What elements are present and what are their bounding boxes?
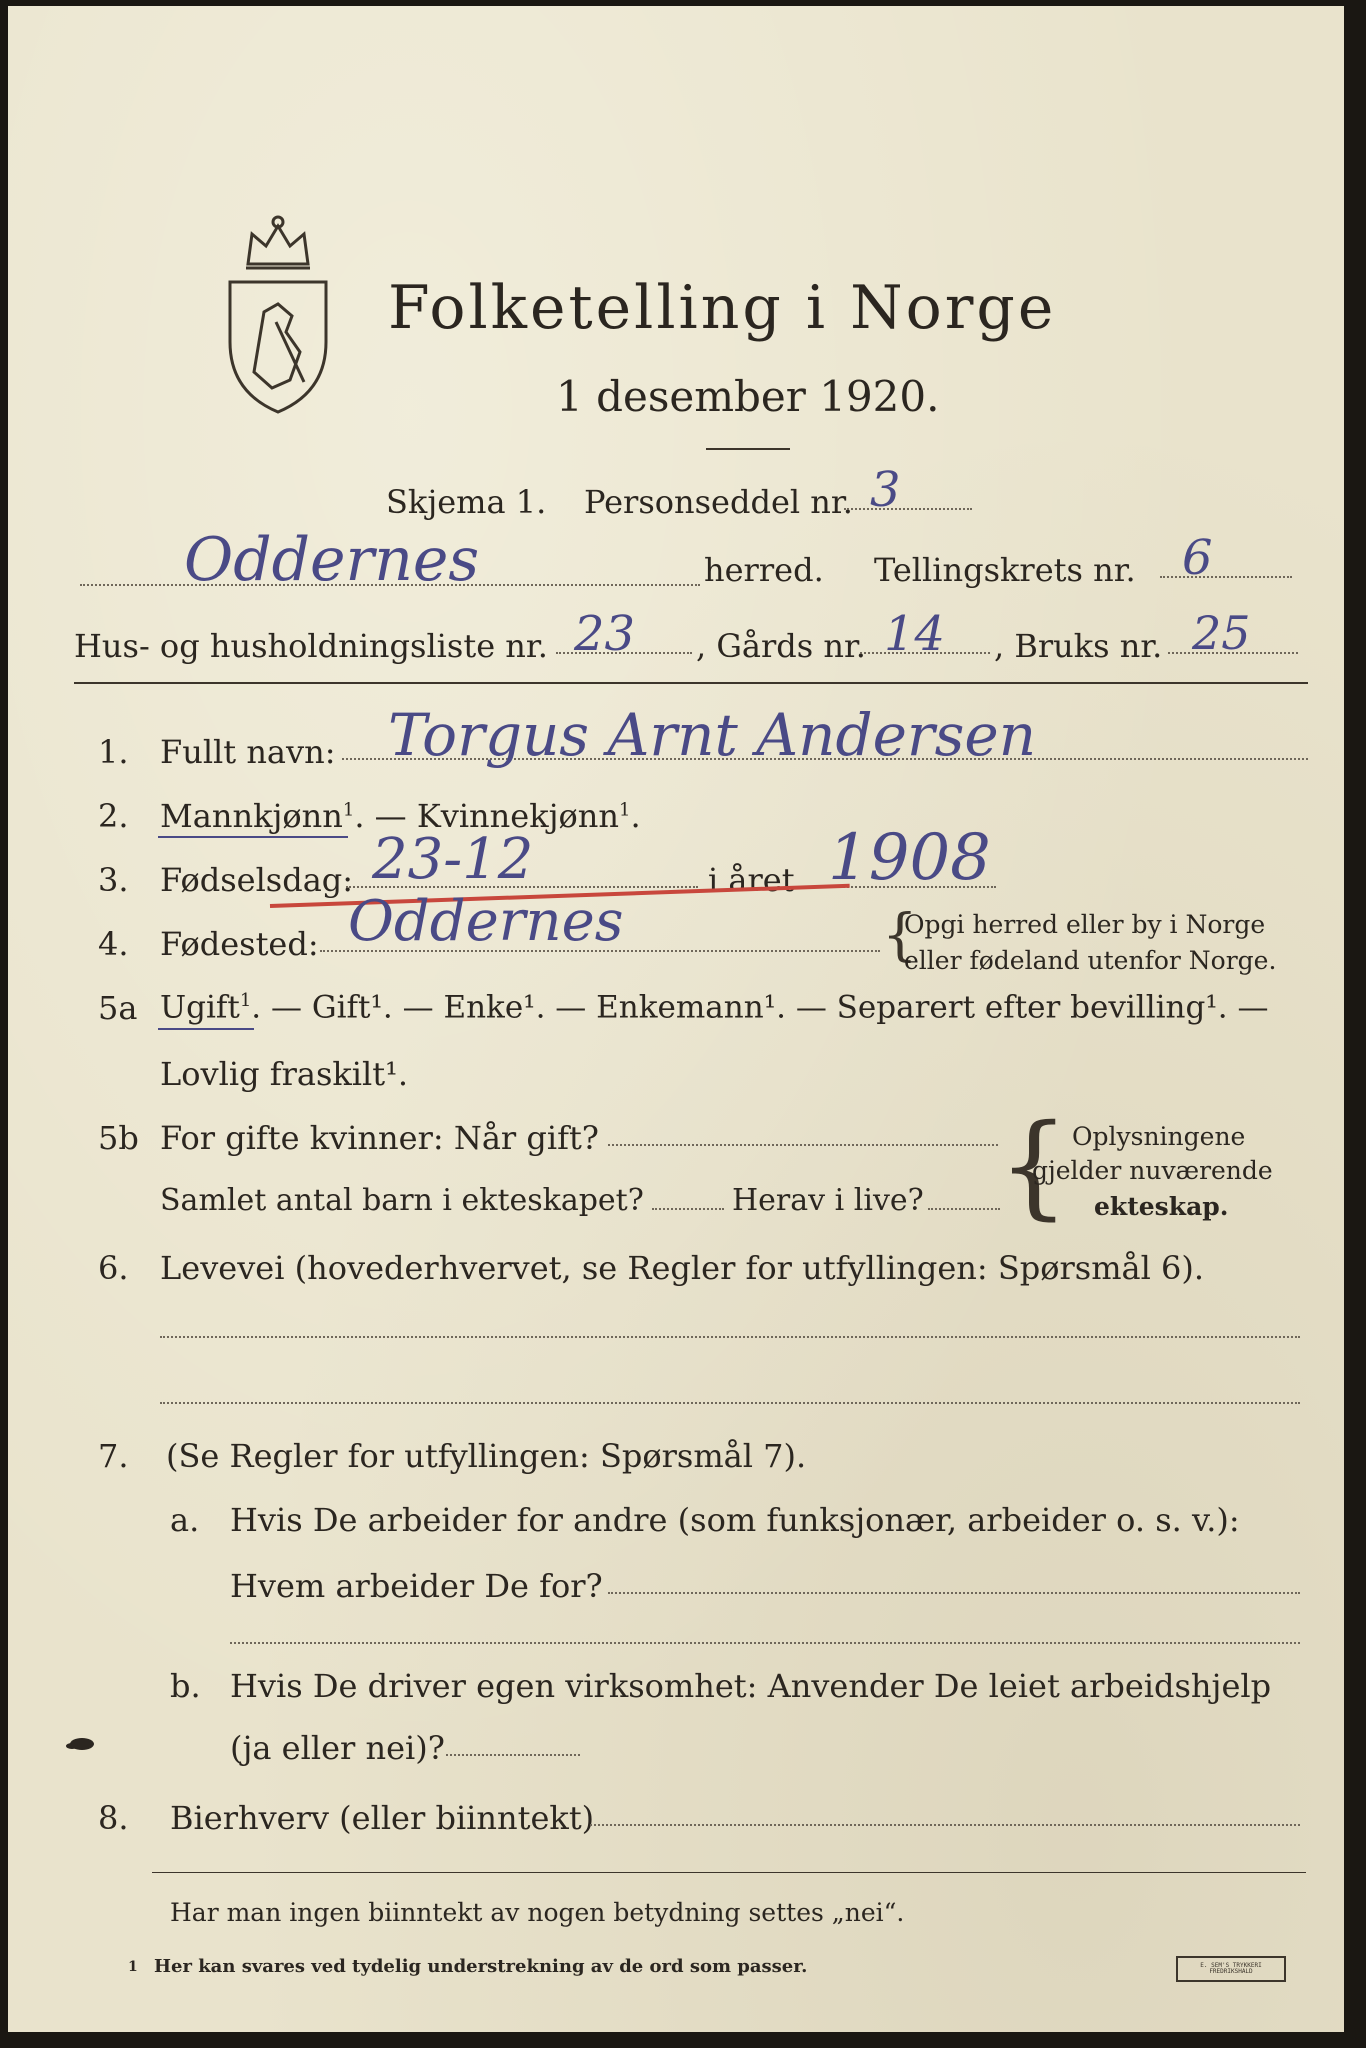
census-form [8,6,1344,2032]
q7a-letter: a. [170,1501,200,1539]
form-title: Folketelling i Norge [388,273,1057,343]
q4-value: Oddernes [348,889,624,954]
q6-field-1 [160,1336,1300,1338]
tellingskrets-field [1160,576,1292,578]
q6-field-2 [160,1402,1300,1404]
ink-blot-icon [64,1734,100,1754]
q4-note-brace: { [882,903,918,968]
q5a-options: Ugift$^1$. — Gift¹. — Enke¹. — Enkemann¹. — Separert efter bevilling¹. — [160,989,1269,1026]
q5b-alive-field [928,1208,1000,1210]
q5a-ugift-underline [158,1028,254,1030]
q2-female: Kvinnekjønn [416,797,619,835]
footer-rule [152,1872,1306,1873]
q7a-text: Hvis De arbeider for andre (som funksjonær, arbeider o. s. v.): [230,1501,1240,1539]
q5a-number: 5a [98,989,138,1027]
footnote-mark: 1 [128,1959,138,1975]
footer-note: Har man ingen biinntekt av nogen betydning settes „nei“. [170,1898,905,1927]
q6-number: 6. [98,1249,129,1287]
q5a-line2: Lovlig fraskilt¹. [160,1055,409,1093]
q2-options: Mannkjønn$^1$. — Kvinnekjønn$^1$. [160,797,641,835]
q3-year-value: 1908 [828,821,991,895]
q5b-note-brace: { [998,1101,1070,1231]
bruks-value: 25 [1192,606,1251,660]
title-divider [706,448,790,450]
q3-label: Fødselsdag: [160,861,354,899]
q1-number: 1. [98,733,129,771]
q4-number: 4. [98,925,129,963]
tellingskrets-value: 6 [1182,530,1213,586]
q5b-note2: gjelder nuværende [1032,1156,1273,1185]
q7b-letter: b. [170,1667,201,1705]
q8-field [590,1824,1300,1826]
herred-value: Oddernes [184,525,480,595]
q5b-children-field [652,1208,724,1210]
census-date: 1 desember 1920. [556,372,940,421]
skjema-label: Skjema 1. [386,483,547,521]
q7b-text: Hvis De driver egen virksomhet: Anvender De leiet arbeidshjelp [230,1667,1272,1705]
q5b-line2b: Herav i live? [732,1183,924,1218]
q6-label: Levevei (hovederhvervet, se Regler for utfyllingen: Spørsmål 6). [160,1249,1205,1287]
personseddel-field [844,508,972,510]
q3-value: 23-12 [372,827,534,892]
personseddel-label: Personseddel nr. [584,483,853,521]
q2-number: 2. [98,797,129,835]
q5a-ugift: Ugift [160,989,240,1026]
herred-label: herred. [704,551,824,589]
q3-year-label: i året [708,861,795,899]
q4-note-line2: eller fødeland utenfor Norge. [904,946,1277,975]
q5b-number: 5b [98,1119,139,1157]
hus-value: 23 [574,606,636,662]
q5b-line1: For gifte kvinner: Når gift? [160,1119,599,1157]
q7a-field-1 [608,1592,1300,1594]
q4-label: Fødested: [160,925,319,963]
q1-label: Fullt navn: [160,733,336,771]
q7-number: 7. [98,1437,129,1475]
personseddel-value: 3 [870,462,901,518]
bruks-label: , Bruks nr. [994,627,1163,665]
q7a-sub: Hvem arbeider De for? [230,1567,603,1605]
q5b-note1: Oplysningene [1072,1122,1246,1151]
q3-number: 3. [98,861,129,899]
printer-stamp: E. SEM'S TRYKKERI FREDRIKSHALD [1176,1956,1286,1982]
q2-male-underline [158,836,348,838]
q2-male: Mannkjønn [160,797,343,835]
q7b-sub: (ja eller nei)? [230,1729,445,1767]
norwegian-coat-of-arms-icon [216,212,340,418]
q4-note-line1: Opgi herred eller by i Norge [904,910,1266,939]
footnote-text: Her kan svares ved tydelig understrekning av de ord som passer. [154,1956,808,1977]
gards-value: 14 [884,606,946,662]
q5b-note3: ekteskap. [1094,1192,1229,1221]
tellingskrets-label: Tellingskrets nr. [874,551,1136,589]
q5b-line2a: Samlet antal barn i ekteskapet? [160,1183,644,1218]
q8-number: 8. [98,1799,129,1837]
q5b-married-field [608,1144,998,1146]
q1-value: Torgus Arnt Andersen [388,701,1037,769]
gards-label: , Gårds nr. [696,627,866,665]
q8-label: Bierhverv (eller biinntekt) [170,1799,595,1837]
q7a-field-2 [230,1642,1300,1644]
q7b-field [446,1754,580,1756]
q7-label: (Se Regler for utfyllingen: Spørsmål 7). [166,1437,807,1475]
header-rule [74,682,1308,684]
hus-label: Hus- og husholdningsliste nr. [74,627,548,665]
